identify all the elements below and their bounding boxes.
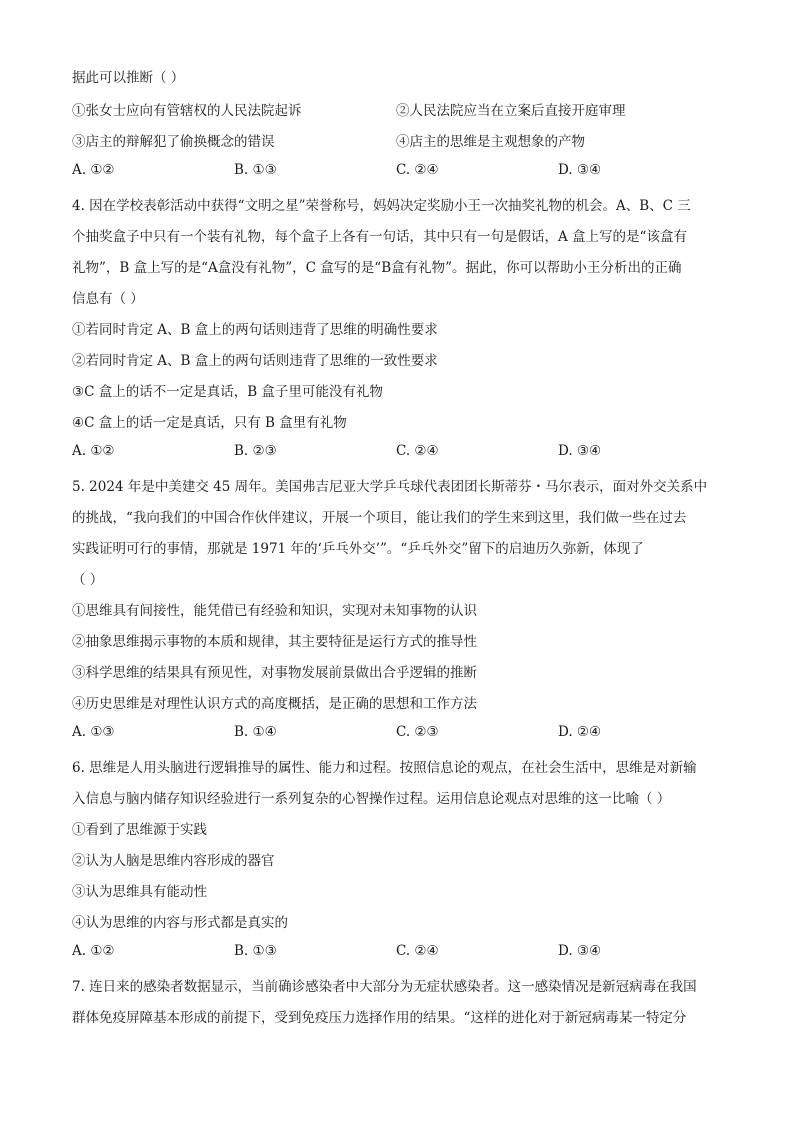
q5-stem-line-4: （ ）: [72, 572, 104, 588]
q5-statement-3: ③科学思维的结果具有预见性，对事物发展前景做出合乎逻辑的推断: [72, 665, 477, 681]
q4-statement-4: ④C 盒上的话一定是真话，只有 B 盒里有礼物: [72, 415, 347, 431]
q4-option-a[interactable]: A. ①②: [72, 443, 115, 459]
q4-option-b[interactable]: B. ②③: [234, 443, 277, 459]
q7-stem-line-1: 7. 连日来的感染者数据显示，当前确诊感染者中大部分为无症状感染者。这一感染情况是新冠病毒在我国: [72, 979, 697, 995]
q4-stem-line-1: 4. 因在学校表彰活动中获得“文明之星”荣誉称号，妈妈决定奖励小王一次抽奖礼物的机会。A、B、C 三: [72, 198, 691, 214]
q3-option-a[interactable]: A. ①②: [72, 162, 115, 178]
q3-prompt: 据此可以推断（ ）: [72, 70, 185, 86]
q6-statement-4: ④认为思维的内容与形式都是真实的: [72, 915, 288, 931]
q4-statement-2: ②若同时肯定 A、B 盒上的两句话则违背了思维的一致性要求: [72, 353, 438, 369]
q6-statement-1: ①看到了思维源于实践: [72, 822, 207, 838]
q5-statement-4: ④历史思维是对理性认识方式的高度概括，是正确的思想和工作方法: [72, 696, 477, 712]
q4-stem-line-2: 个抽奖盒子中只有一个装有礼物，每个盒子上各有一句话，其中只有一句是假话，A 盒上写的是“该盒有: [72, 229, 687, 245]
q4-option-d[interactable]: D. ③④: [558, 443, 602, 459]
q6-statement-3: ③认为思维具有能动性: [72, 884, 207, 900]
q3-option-b[interactable]: B. ①③: [234, 162, 277, 178]
q5-option-a[interactable]: A. ①③: [72, 724, 115, 740]
q3-statement-4: ④店主的思维是主观想象的产物: [396, 134, 585, 150]
q6-statement-2: ②认为人脑是思维内容形成的器官: [72, 853, 275, 869]
q5-stem-line-2: 的挑战，“我向我们的中国合作伙伴建议，开展一个项目，能让我们的学生来到这里，我们做一些在过去: [72, 510, 687, 526]
q3-option-c[interactable]: C. ②④: [396, 162, 439, 178]
q5-stem-line-1: 5. 2024 年是中美建交 45 周年。美国弗吉尼亚大学乒乓球代表团团长斯蒂芬・马尔表示，面对外交关系中: [72, 479, 708, 495]
q6-stem-line-1: 6. 思维是人用头脑进行逻辑推导的属性、能力和过程。按照信息论的观点，在社会生活中，思维是对新输: [72, 760, 697, 776]
q4-stem-line-4: 信息有（ ）: [72, 291, 144, 307]
q5-option-b[interactable]: B. ①④: [234, 724, 277, 740]
q6-stem-line-2: 入信息与脑内储存知识经验进行一系列复杂的心智操作过程。运用信息论观点对思维的这一比喻（ ）: [72, 791, 671, 807]
q3-statement-2: ②人民法院应当在立案后直接开庭审理: [396, 103, 626, 119]
q4-statement-1: ①若同时肯定 A、B 盒上的两句话则违背了思维的明确性要求: [72, 322, 438, 338]
q4-option-c[interactable]: C. ②④: [396, 443, 439, 459]
q6-option-b[interactable]: B. ①③: [234, 943, 277, 959]
q5-statement-2: ②抽象思维揭示事物的本质和规律，其主要特征是运行方式的推导性: [72, 634, 477, 650]
q3-statement-3: ③店主的辩解犯了偷换概念的错误: [72, 134, 275, 150]
q4-statement-3: ③C 盒上的话不一定是真话，B 盒子里可能没有礼物: [72, 384, 383, 400]
q5-option-d[interactable]: D. ②④: [558, 724, 602, 740]
q6-option-d[interactable]: D. ③④: [558, 943, 602, 959]
q4-stem-line-3: 礼物”，B 盒上写的是“A盒没有礼物”，C 盒写的是“B盒有礼物”。据此，你可以帮助小王分析出的正确: [72, 260, 682, 276]
q6-option-c[interactable]: C. ②④: [396, 943, 439, 959]
q6-option-a[interactable]: A. ①②: [72, 943, 115, 959]
q3-option-d[interactable]: D. ③④: [558, 162, 602, 178]
q7-stem-line-2: 群体免疫屏障基本形成的前提下，受到免疫压力选择作用的结果。“这样的进化对于新冠病毒某一特定分: [72, 1010, 687, 1026]
q5-statement-1: ①思维具有间接性，能凭借已有经验和知识，实现对未知事物的认识: [72, 603, 477, 619]
q5-option-c[interactable]: C. ②③: [396, 724, 439, 740]
q5-stem-line-3: 实践证明可行的事情，那就是 1971 年的‘乒乓外交’”。“乒乓外交”留下的启迪历久弥新，体现了: [72, 541, 644, 557]
q3-statement-1: ①张女士应向有管辖权的人民法院起诉: [72, 103, 302, 119]
